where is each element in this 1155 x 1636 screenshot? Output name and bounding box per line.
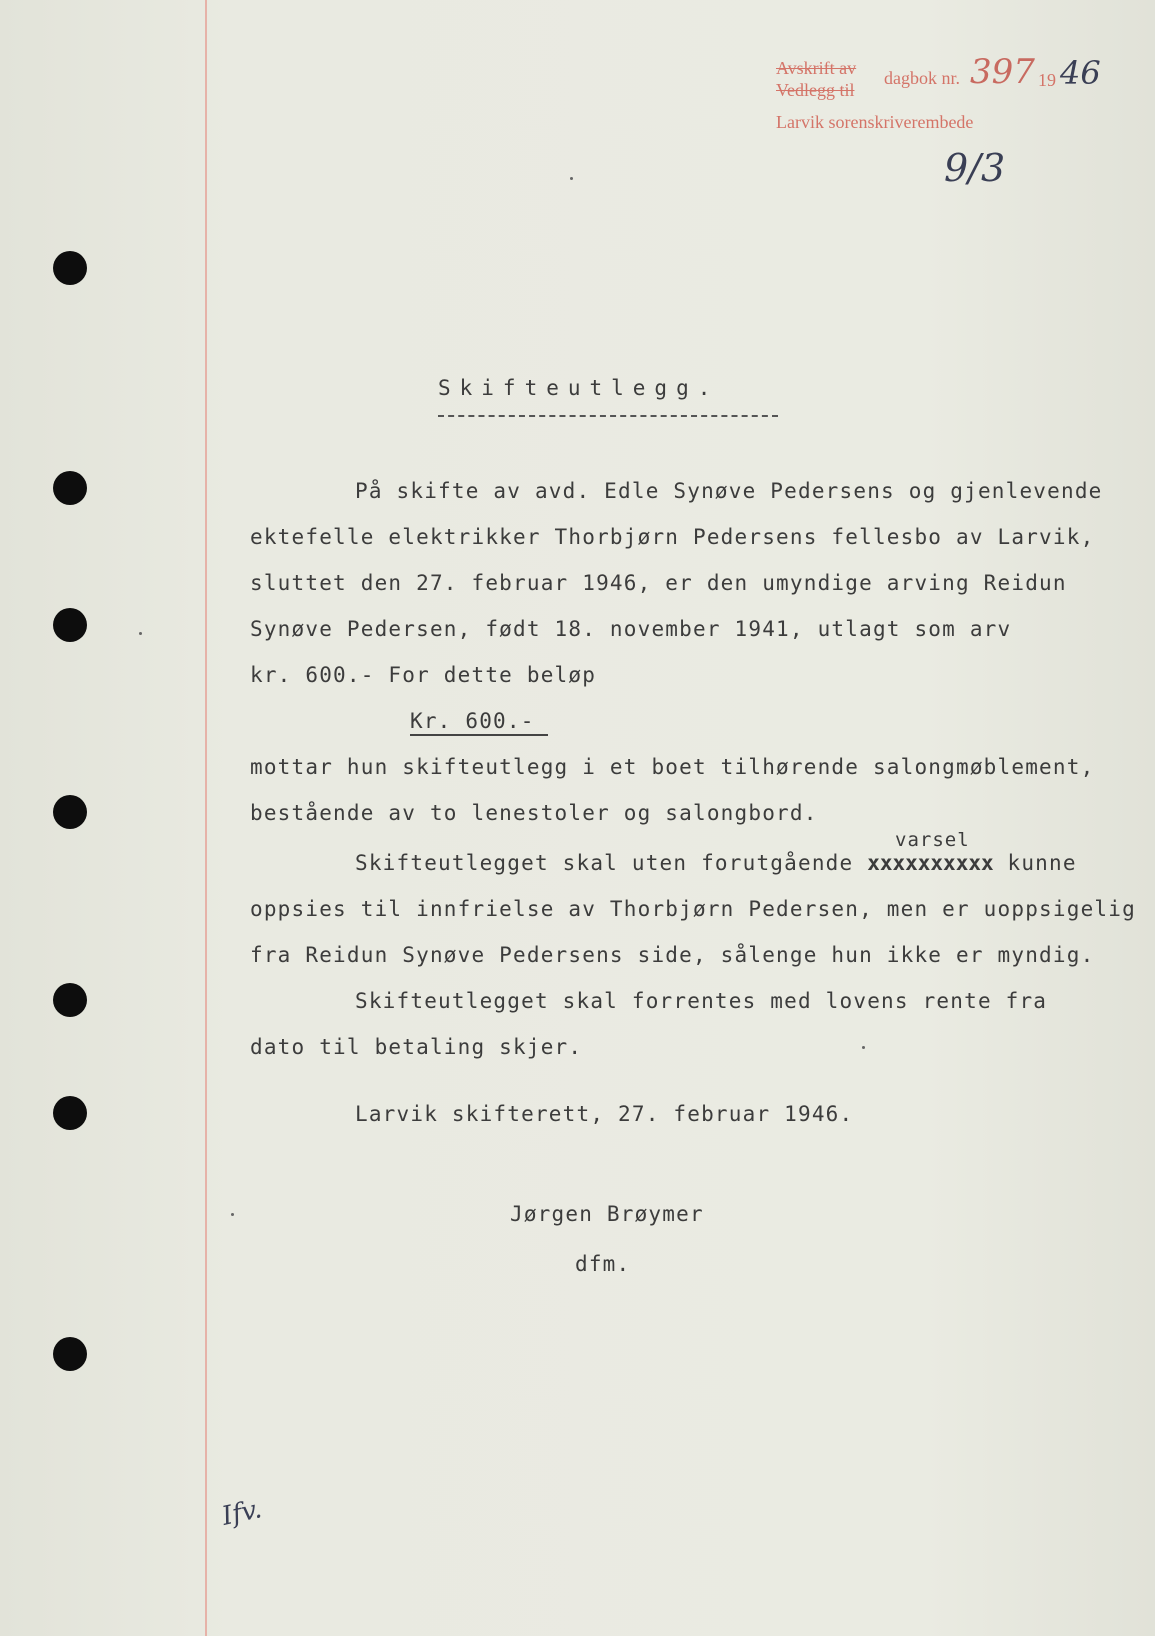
punch-hole bbox=[53, 983, 87, 1017]
punch-hole bbox=[53, 1337, 87, 1371]
stamp-avskrift: Avskrift av bbox=[776, 58, 857, 78]
struck-text: xxxxxxxxxx bbox=[867, 851, 994, 875]
inserted-word: varsel bbox=[895, 829, 970, 851]
stamp-office: Larvik sorenskriverembede bbox=[776, 112, 974, 132]
stamp-year-hand: 46 bbox=[1060, 54, 1101, 92]
document-title: Skifteutlegg. bbox=[438, 376, 720, 400]
punch-hole bbox=[53, 471, 87, 505]
stamp-number: 397 bbox=[970, 52, 1035, 92]
text-line: oppsies til innfrielse av Thorbjørn Pedersen, men er uoppsigelig bbox=[250, 897, 1136, 921]
text-segment: kunne bbox=[1007, 851, 1077, 875]
punch-hole bbox=[53, 1096, 87, 1130]
text-line: Skifteutlegget skal forrentes med lovens rente fra bbox=[355, 989, 1048, 1013]
stamp-vedlegg: Vedlegg til bbox=[776, 80, 855, 100]
text-line: ektefelle elektrikker Thorbjørn Pedersens fellesbo av Larvik, bbox=[250, 525, 1095, 549]
punch-hole bbox=[53, 251, 87, 285]
text-line: Synøve Pedersen, født 18. november 1941, utlagt som arv bbox=[250, 617, 1012, 641]
stamp-dagbok-label: dagbok nr. bbox=[884, 68, 960, 88]
speck bbox=[139, 632, 142, 635]
place-date: Larvik skifterett, 27. februar 1946. bbox=[355, 1102, 854, 1126]
text-line: På skifte av avd. Edle Synøve Pedersens og gjenlevende bbox=[355, 479, 1103, 503]
text-line: kr. 600.- For dette beløp bbox=[250, 663, 597, 687]
text-line: fra Reidun Synøve Pedersens side, sålenge hun ikke er myndig. bbox=[250, 943, 1095, 967]
stamp-year-prefix: 19 bbox=[1038, 70, 1056, 90]
speck bbox=[862, 1046, 865, 1049]
signature-title: dfm. bbox=[575, 1252, 631, 1276]
amount-underline bbox=[410, 734, 548, 736]
margin-line bbox=[205, 0, 207, 1636]
title-underline bbox=[438, 415, 778, 417]
amount: Kr. 600.- bbox=[410, 709, 535, 733]
text-line: mottar hun skifteutlegg i et boet tilhørende salongmøblement, bbox=[250, 755, 1095, 779]
signature-name: Jørgen Brøymer bbox=[510, 1202, 704, 1226]
text-line bbox=[355, 851, 1077, 875]
punch-hole bbox=[53, 608, 87, 642]
text-line: dato til betaling skjer. bbox=[250, 1035, 583, 1059]
speck bbox=[231, 1213, 234, 1216]
text-line: sluttet den 27. februar 1946, er den umyndige arving Reidun bbox=[250, 571, 1067, 595]
initials: Ifv. bbox=[219, 1494, 265, 1532]
speck bbox=[570, 177, 573, 180]
punch-hole bbox=[53, 795, 87, 829]
text-segment: Skifteutlegget skal uten forutgående bbox=[355, 851, 854, 875]
text-line: bestående av to lenestoler og salongbord. bbox=[250, 801, 818, 825]
date-note: 9/3 bbox=[944, 146, 1006, 190]
